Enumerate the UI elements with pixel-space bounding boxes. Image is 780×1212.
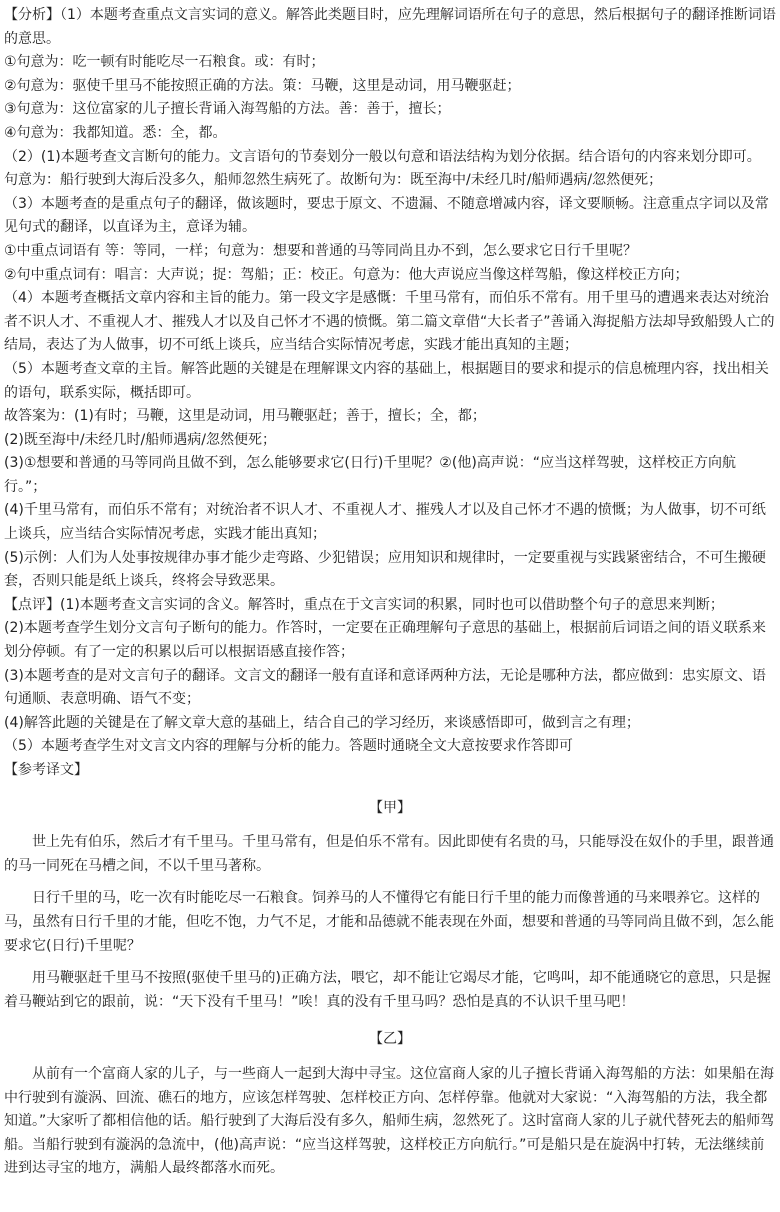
analysis-line: ②句中重点词有：唱言：大声说；捉：驾船；正：校正。句意为：他大声说应当像这样驾船，像这样校正方向； — [4, 266, 689, 283]
answer-line: (5)示例：人们为人处事按规律办事才能少走弯路、少犯错误；应用知识和规律时，一定要重视与实践紧密结合，不可生搬硬套，否则只能是纸上谈兵，终将会导致恶果。 — [4, 549, 766, 590]
answer-line: (4)千里马常有，而伯乐不常有；对统治者不识人才、不重视人才、摧残人才以及自己怀才不遇的愤慨；为人做事，切不可纸上谈兵，应当结合实际情况考虑，实践才能出真知； — [4, 502, 766, 543]
comment-line: 【点评】(1)本题考查文言实词的含义。解答时，重点在于文言实词的积累，同时也可以借助整个句子的意思来判断； — [4, 596, 724, 613]
section-a-paragraph: 日行千里的马，吃一次有时能吃尽一石粮食。饲养马的人不懂得它有能日行千里的能力而像普通的马来喂养它。这样的马，虽然有日行千里的才能，但吃不饱，力气不足，才能和品德就不能表现在外面，想要和普通的马等同尚且做不到，怎么能要求它(日行)千里呢？ — [4, 890, 774, 954]
analysis-line: （4）本题考查概括文章内容和主旨的能力。第一段文字是感慨：千里马常有，而伯乐不常有。用千里马的遭遇来表达对统治者不识人才、不重视人才、摧残人才以及自己怀才不遇的愤慨。第二篇文章借“大长者子”善诵入海捉船方法却导致船毁人亡的结局，表达了为人做事，切不可纸上谈兵，应当结合实际情况考虑，实践才能出真知的主题； — [4, 290, 775, 354]
analysis-line: ①句意为：吃一顿有时能吃尽一石粮食。或：有时； — [4, 54, 325, 71]
section-a-title: 【甲】 — [369, 799, 411, 816]
analysis-line: 句意为：船行驶到大海后没多久，船师忽然生病死了。故断句为：既至海中/未经几时/船师遇病/忽然便死； — [4, 172, 663, 189]
analysis-heading-paragraph: 【分析】（1）本题考查重点文言实词的意义。解答此类题目时，应先理解词语所在句子的意思，然后根据句子的翻译推断词语的意思。 — [4, 7, 776, 47]
answer-line: (2)既至海中/未经几时/船师遇病/忽然便死； — [4, 431, 276, 448]
analysis-section — [4, 4, 776, 783]
comment-line: (3)本题考查的是对文言句子的翻译。文言文的翻译一般有直译和意译两种方法，无论是哪种方法，都应做到：忠实原文、语句通顺、表意明确、语气不变； — [4, 667, 766, 708]
section-b-title: 【乙】 — [369, 1031, 411, 1048]
analysis-line: ④句意为：我都知道。悉：全，都。 — [4, 124, 227, 141]
section-a-paragraph: 用马鞭驱赶千里马不按照(驱使千里马的)正确方法，喂它，却不能让它竭尽才能，它鸣叫，却不能通晓它的意思，只是握着马鞭站到它的跟前，说：“天下没有千里马！”唉！真的没有千里马吗？恐怕是真的不认识千里马吧！ — [4, 970, 771, 1010]
translation-section-a — [4, 797, 776, 1015]
analysis-line: ②句意为：驱使千里马不能按照正确的方法。策：马鞭，这里是动词，用马鞭驱赶； — [4, 77, 521, 94]
analysis-line: （5）本题考查文章的主旨。解答此题的关键是在理解课文内容的基础上，根据题目的要求和提示的信息梳理内容，找出相关的语句，联系实际，概括即可。 — [4, 360, 769, 401]
comment-line: (4)解答此题的关键是在了解文章大意的基础上，结合自己的学习经历，来谈感悟即可，做到言之有理； — [4, 714, 640, 731]
answer-line: (3)①想要和普通的马等同尚且做不到，怎么能够要求它(日行)千里呢？②(他)高声说：“应当这样驾驶，这样校正方向航行。”； — [4, 455, 737, 495]
comment-line: （5）本题考查学生对文言文内容的理解与分析的能力。答题时通晓全文大意按要求作答即可 — [4, 738, 573, 755]
answer-line: 故答案为：(1)有时；马鞭，这里是动词，用马鞭驱赶；善于，擅长；全，都； — [4, 408, 486, 425]
analysis-line: ③句意为：这位富家的儿子擅长背诵入海驾船的方法。善：善于，擅长； — [4, 101, 451, 118]
analysis-line: ①中重点词语有 等：等同，一样；句意为：想要和普通的马等同尚且办不到，怎么要求它日行千里呢？ — [4, 242, 637, 259]
translation-heading: 【参考译文】 — [4, 762, 88, 778]
comment-line: (2)本题考查学生划分文言句子断句的能力。作答时，一定要在正确理解句子意思的基础上，根据前后词语之间的语义联系来划分停顿。有了一定的积累以后可以根据语感直接作答； — [4, 620, 766, 661]
section-a-paragraph: 世上先有伯乐，然后才有千里马。千里马常有，但是伯乐不常有。因此即使有名贵的马，只能辱没在奴仆的手里，跟普通的马一同死在马槽之间，不以千里马著称。 — [4, 834, 774, 874]
section-b-paragraph: 从前有一个富商人家的儿子，与一些商人一起到大海中寻宝。这位富商人家的儿子擅长背诵入海驾船的方法：如果船在海中行驶到有漩涡、回流、礁石的地方，应该怎样驾驶、怎样校正方向、怎样停靠。他就对大家说：“入海驾船的方法，我全都知道。”大家听了都相信他的话。船行驶到了大海后没有多久，船师生病，忽然死了。这时富商人家的儿子就代替死去的船师驾船。当船行驶到有漩涡的急流中，(他)高声说：“应当这样驾驶，这样校正方向航行。”可是船只是在旋涡中打转，无法继续前进到达寻宝的地方，满船人最终都落水而死。 — [4, 1065, 775, 1177]
analysis-line: （3）本题考查的是重点句子的翻译，做该题时，要忠于原文、不遗漏、不随意增减内容，译文要顺畅。注意重点字词以及常见句式的翻译，以直译为主，意译为辅。 — [4, 195, 769, 236]
analysis-line: （2）(1)本题考查文言断句的能力。文言语句的节奏划分一般以句意和语法结构为划分依据。结合语句的内容来划分即可。 — [4, 148, 761, 165]
translation-section-b — [4, 1028, 776, 1181]
